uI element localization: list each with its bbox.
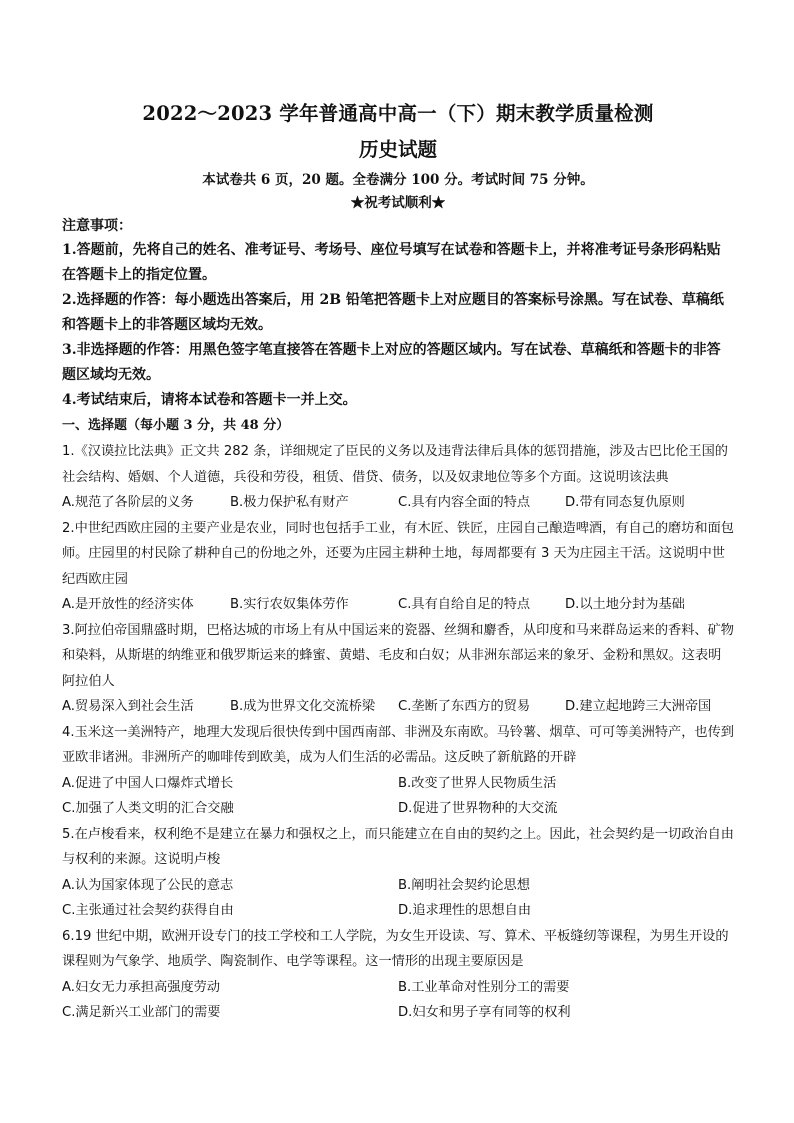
exam-info: 本试卷共 6 页，20 题。全卷满分 100 分。考试时间 75 分钟。 [202, 172, 594, 188]
question-stem-5: 5.在卢梭看来，权利绝不是建立在暴力和强权之上，而只能建立在自由的契约之上。因此，社会契约是一切政治自由与权利的来源。这说明卢梭 [62, 826, 734, 867]
question-options-4a [62, 771, 734, 797]
option-d[interactable]: D.追求理性的思想自由 [398, 903, 532, 918]
question-stem-4: 4.玉米这一美洲特产，地理大发现后很快传到中国西南部、非洲及东南欧。马铃薯、烟草、可可等美洲特产，也传到亚欧非诸洲。非洲所产的咖啡传到欧美，成为人们生活的必需品。这反映了新航路的开辟 [62, 724, 734, 765]
question-stem-6: 6.19 世纪中期，欧洲开设专门的技工学校和工人学院，为女生开设读、写、算术、平板缝纫等课程，为男生开设的课程则为气象学、地质学、陶瓷制作、电学等课程。这一情形的出现主要原因是 [62, 928, 729, 969]
question-options-5a [62, 873, 734, 899]
option-d[interactable]: D.促进了世界物种的大交流 [398, 801, 558, 816]
question-options-4b [62, 796, 734, 822]
option-a[interactable]: A.贸易深入到社会生活 [62, 699, 194, 714]
option-a[interactable]: A.促进了中国人口爆炸式增长 [62, 775, 234, 791]
option-b[interactable]: B.工业革命对性别分工的需要 [398, 979, 570, 995]
option-d[interactable]: D.建立起地跨三大洲帝国 [565, 699, 712, 714]
exam-subtitle: 历史试题 [358, 138, 437, 161]
option-c[interactable]: C.具有内容全面的特点 [398, 495, 531, 510]
exam-wish: ★祝考试顺利★ [350, 195, 446, 211]
exam-page [62, 96, 734, 1026]
note-item: 4.考试结束后，请将本试卷和答题卡一并上交。 [62, 392, 357, 408]
question-stem-3: 3.阿拉伯帝国鼎盛时期，巴格达城的市场上有从中国运来的瓷器、丝绸和麝香，从印度和马来群岛运来的香料、矿物和染料，从斯堪的纳维亚和俄罗斯运来的蜂蜜、黄蜡、毛皮和白奴；从非洲东部运来的象牙、金粉和黑奴。这表明阿拉伯人 [62, 622, 734, 689]
note-item: 3.非选择题的作答：用黑色签字笔直接答在答题卡上对应的答题区域内。写在试卷、草稿纸和答题卡的非答题区域均无效。 [62, 342, 721, 383]
question-stem-2: 2.中世纪西欧庄园的主要产业是农业，同时也包括手工业，有木匠、铁匠，庄园自己酿造啤酒，有自己的磨坊和面包师。庄园里的村民除了耕种自己的份地之外，还要为庄园主耕种土地，每周都要有 3 天为庄园主干活。这说明中世纪西欧庄园 [62, 520, 734, 587]
option-b[interactable]: B.成为世界文化交流桥梁 [230, 699, 376, 714]
option-b[interactable]: B.实行农奴集体劳作 [230, 597, 349, 612]
question-options-2 [62, 592, 734, 618]
option-c[interactable]: C.主张通过社会契约获得自由 [62, 903, 234, 918]
option-b[interactable]: B.改变了世界人民物质生活 [398, 775, 557, 791]
option-d[interactable]: D.以土地分封为基础 [565, 597, 685, 612]
note-item: 2.选择题的作答：每小题选出答案后，用 2B 铅笔把答题卡上对应题目的答案标号涂黑。写在试卷、草稿纸和答题卡上的非答题区域均无效。 [62, 292, 724, 333]
notes-heading: 注意事项： [62, 218, 132, 234]
section-heading: 一、选择题（每小题 3 分，共 48 分） [62, 418, 290, 433]
note-item: 1.答题前，先将自己的姓名、准考证号、考场号、座位号填写在试卷和答题卡上，并将准考证号条形码粘贴在答题卡上的指定位置。 [62, 242, 721, 283]
option-d[interactable]: D.妇女和男子享有同等的权利 [398, 1005, 571, 1020]
option-a[interactable]: A.认为国家体现了公民的意志 [62, 877, 234, 893]
question-stem-1: 1.《汉谟拉比法典》正文共 282 条，详细规定了臣民的义务以及违背法律后具体的惩罚措施，涉及古巴比伦王国的社会结构、婚姻、个人道德，兵役和劳役，租赁、借贷、债务，以及奴隶地位等多个方面。这说明该法典 [62, 444, 728, 485]
option-c[interactable]: C.满足新兴工业部门的需要 [62, 1005, 221, 1020]
option-b[interactable]: B.阐明社会契约论思想 [398, 877, 530, 893]
option-a[interactable]: A.是开放性的经济实体 [62, 597, 194, 612]
option-a[interactable]: A.规范了各阶层的义务 [62, 495, 194, 510]
exam-title: 2022～2023 学年普通高中高一（下）期末教学质量检测 [142, 102, 654, 125]
question-options-3 [62, 694, 734, 720]
option-a[interactable]: A.妇女无力承担高强度劳动 [62, 979, 221, 995]
question-options-6b [62, 1000, 734, 1026]
option-c[interactable]: C.加强了人类文明的汇合交融 [62, 801, 234, 816]
question-options-6a [62, 975, 734, 1001]
option-c[interactable]: C.垄断了东西方的贸易 [398, 699, 531, 714]
question-options-5b [62, 898, 734, 924]
question-options-1 [62, 490, 734, 516]
option-b[interactable]: B.极力保护私有财产 [230, 495, 349, 510]
option-d[interactable]: D.带有同态复仇原则 [565, 495, 685, 510]
option-c[interactable]: C.具有自给自足的特点 [398, 597, 531, 612]
